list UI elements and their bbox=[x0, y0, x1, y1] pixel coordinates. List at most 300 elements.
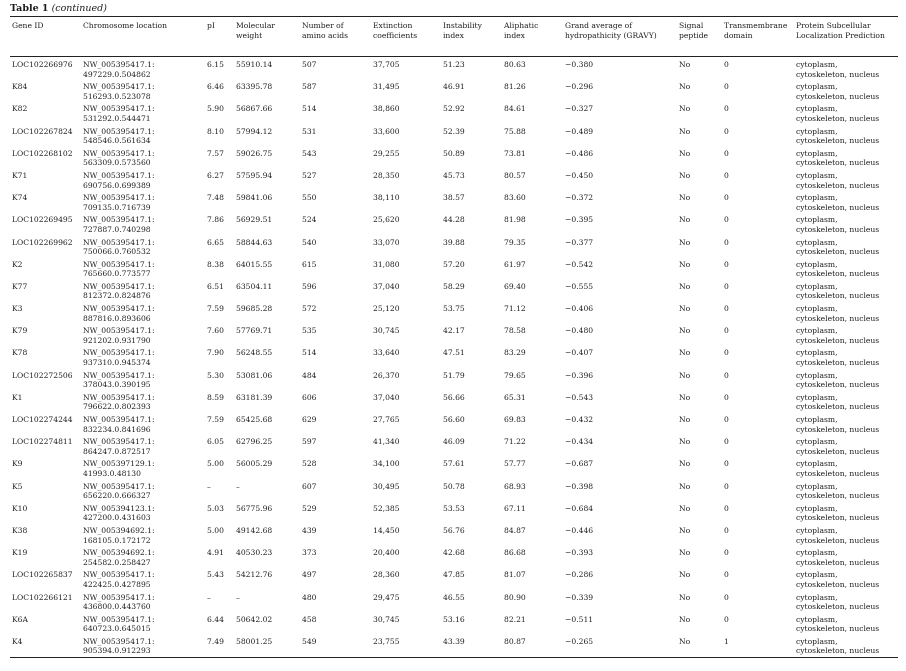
aliphatic-index-cell-text: 73.81 bbox=[504, 148, 526, 158]
transmembrane-domain-cell-text: 0 bbox=[724, 104, 729, 114]
amino-acids-cell-text: 507 bbox=[302, 60, 317, 69]
gravy-cell-text: −0.339 bbox=[565, 592, 594, 602]
instability-index-cell-text: 51.23 bbox=[443, 60, 465, 69]
extinction-coefficient-cell-text: 33,600 bbox=[373, 126, 400, 136]
transmembrane-domain-cell bbox=[722, 146, 794, 168]
gene-id-cell-text: K82 bbox=[12, 104, 28, 114]
gene-id-cell bbox=[10, 212, 81, 234]
pi-cell-text: 7.48 bbox=[207, 193, 224, 203]
transmembrane-domain-cell-text: 0 bbox=[724, 614, 729, 624]
localization-cell bbox=[794, 57, 898, 80]
instability-index-cell bbox=[441, 567, 502, 589]
molecular-weight-cell bbox=[234, 368, 300, 390]
extinction-coefficient-cell bbox=[371, 212, 441, 234]
transmembrane-domain-cell bbox=[722, 235, 794, 257]
localization-cell-text: cytoplasm, bbox=[796, 592, 838, 602]
extinction-coefficient-cell-text: 26,370 bbox=[373, 370, 400, 380]
chromosome-location-cell-text: 905394.0.912293 bbox=[83, 646, 151, 656]
gene-id-cell-text: K84 bbox=[12, 82, 28, 92]
gene-id-cell bbox=[10, 345, 81, 367]
gene-id-cell-text: K6A bbox=[12, 614, 28, 624]
chromosome-location-cell-text: 864247.0.872517 bbox=[83, 446, 151, 456]
localization-cell-text: cytoskeleton, nucleus bbox=[796, 180, 880, 190]
transmembrane-domain-cell-text: 0 bbox=[724, 437, 729, 447]
chromosome-location-cell bbox=[81, 545, 205, 567]
pi-cell bbox=[205, 146, 234, 168]
aliphatic-index-cell bbox=[502, 545, 563, 567]
pi-cell-text: 5.00 bbox=[207, 525, 224, 535]
localization-cell-text: cytoplasm, bbox=[796, 370, 838, 380]
signal-peptide-cell bbox=[677, 101, 722, 123]
extinction-coefficient-cell-text: 20,400 bbox=[373, 548, 400, 558]
aliphatic-index-cell bbox=[502, 434, 563, 456]
molecular-weight-cell bbox=[234, 390, 300, 412]
transmembrane-domain-cell bbox=[722, 567, 794, 589]
gravy-cell-text: −0.684 bbox=[565, 503, 594, 513]
amino-acids-cell-text: 458 bbox=[302, 614, 317, 624]
chromosome-location-cell-text: NW_005395417.1: bbox=[83, 193, 155, 203]
localization-cell-text: cytoplasm, bbox=[796, 503, 838, 513]
instability-index-cell-text: 50.89 bbox=[443, 148, 465, 158]
localization-cell-text: cytoplasm, bbox=[796, 459, 838, 469]
molecular-weight-cell-text: 59841.06 bbox=[236, 193, 273, 203]
localization-cell-text: cytoskeleton, nucleus bbox=[796, 579, 880, 589]
amino-acids-cell-text: 615 bbox=[302, 259, 317, 269]
localization-cell bbox=[794, 301, 898, 323]
chromosome-location-cell-text: NW_005395417.1: bbox=[83, 215, 155, 225]
aliphatic-index-cell bbox=[502, 101, 563, 123]
molecular-weight-cell bbox=[234, 523, 300, 545]
signal-peptide-cell-text: No bbox=[679, 170, 691, 180]
chromosome-location-cell bbox=[81, 523, 205, 545]
signal-peptide-cell bbox=[677, 590, 722, 612]
molecular-weight-cell bbox=[234, 456, 300, 478]
aliphatic-index-cell-text: 79.65 bbox=[504, 370, 526, 380]
aliphatic-index-cell-text: 80.87 bbox=[504, 636, 526, 646]
amino-acids-cell-text: 524 bbox=[302, 215, 317, 225]
molecular-weight-cell bbox=[234, 168, 300, 190]
gravy-cell bbox=[563, 168, 677, 190]
gene-id-cell bbox=[10, 456, 81, 478]
extinction-coefficient-cell bbox=[371, 368, 441, 390]
molecular-weight-cell bbox=[234, 412, 300, 434]
column-header: Transmembrane domain bbox=[722, 17, 794, 57]
instability-index-cell bbox=[441, 390, 502, 412]
instability-index-cell bbox=[441, 257, 502, 279]
localization-cell-text: cytoplasm, bbox=[796, 548, 838, 558]
localization-cell-text: cytoplasm, bbox=[796, 215, 838, 225]
pi-cell bbox=[205, 301, 234, 323]
gene-id-cell bbox=[10, 257, 81, 279]
aliphatic-index-cell-text: 71.22 bbox=[504, 437, 526, 447]
gene-id-cell-text: LOC102274811 bbox=[12, 437, 73, 447]
instability-index-cell bbox=[441, 368, 502, 390]
table-row bbox=[10, 301, 898, 323]
gravy-cell bbox=[563, 567, 677, 589]
aliphatic-index-cell bbox=[502, 301, 563, 323]
gene-id-cell-text: K2 bbox=[12, 259, 23, 269]
signal-peptide-cell bbox=[677, 612, 722, 634]
chromosome-location-cell-text: NW_005395417.1: bbox=[83, 304, 155, 314]
gravy-cell-text: −0.489 bbox=[565, 126, 594, 136]
pi-cell bbox=[205, 168, 234, 190]
extinction-coefficient-cell-text: 38,110 bbox=[373, 193, 400, 203]
extinction-coefficient-cell bbox=[371, 412, 441, 434]
gravy-cell-text: −0.511 bbox=[565, 614, 594, 624]
pi-cell bbox=[205, 567, 234, 589]
transmembrane-domain-cell bbox=[722, 501, 794, 523]
extinction-coefficient-cell-text: 25,620 bbox=[373, 215, 400, 225]
aliphatic-index-cell bbox=[502, 390, 563, 412]
instability-index-cell bbox=[441, 79, 502, 101]
instability-index-cell bbox=[441, 412, 502, 434]
aliphatic-index-cell bbox=[502, 479, 563, 501]
molecular-weight-cell bbox=[234, 279, 300, 301]
gene-id-cell-text: LOC102266121 bbox=[12, 592, 73, 602]
gene-id-cell-text: LOC102269962 bbox=[12, 237, 73, 247]
gene-id-cell-text: K5 bbox=[12, 481, 23, 491]
gravy-cell-text: −0.286 bbox=[565, 570, 594, 580]
gravy-cell-text: −0.486 bbox=[565, 148, 594, 158]
pi-cell-text: 8.38 bbox=[207, 259, 224, 269]
signal-peptide-cell bbox=[677, 257, 722, 279]
gravy-cell bbox=[563, 212, 677, 234]
aliphatic-index-cell bbox=[502, 168, 563, 190]
instability-index-cell-text: 56.76 bbox=[443, 525, 465, 535]
transmembrane-domain-cell-text: 0 bbox=[724, 326, 729, 336]
signal-peptide-cell bbox=[677, 212, 722, 234]
transmembrane-domain-cell bbox=[722, 434, 794, 456]
localization-cell bbox=[794, 501, 898, 523]
pi-cell bbox=[205, 79, 234, 101]
molecular-weight-cell bbox=[234, 257, 300, 279]
molecular-weight-cell-text: 57595.94 bbox=[236, 170, 273, 180]
gravy-cell bbox=[563, 146, 677, 168]
localization-cell-text: cytoplasm, bbox=[796, 170, 838, 180]
table-row bbox=[10, 345, 898, 367]
gene-id-cell bbox=[10, 235, 81, 257]
extinction-coefficient-cell-text: 28,350 bbox=[373, 170, 400, 180]
column-header: Extinction coefficients bbox=[371, 17, 441, 57]
transmembrane-domain-cell bbox=[722, 345, 794, 367]
amino-acids-cell bbox=[300, 79, 371, 101]
chromosome-location-cell-text: 422425.0.427895 bbox=[83, 579, 151, 589]
pi-cell bbox=[205, 57, 234, 80]
gene-id-cell bbox=[10, 523, 81, 545]
table-row bbox=[10, 212, 898, 234]
gene-id-cell-text: K19 bbox=[12, 548, 28, 558]
pi-cell bbox=[205, 190, 234, 212]
header-row bbox=[10, 17, 898, 57]
signal-peptide-cell bbox=[677, 412, 722, 434]
molecular-weight-cell-text: 56775.96 bbox=[236, 503, 273, 513]
transmembrane-domain-cell bbox=[722, 279, 794, 301]
chromosome-location-cell-text: NW_005395417.1: bbox=[83, 104, 155, 114]
amino-acids-cell bbox=[300, 567, 371, 589]
extinction-coefficient-cell bbox=[371, 301, 441, 323]
amino-acids-cell bbox=[300, 323, 371, 345]
amino-acids-cell-text: 596 bbox=[302, 281, 317, 291]
localization-cell-text: cytoplasm, bbox=[796, 304, 838, 314]
table-row bbox=[10, 323, 898, 345]
transmembrane-domain-cell-text: 0 bbox=[724, 215, 729, 225]
localization-cell-text: cytoplasm, bbox=[796, 237, 838, 247]
signal-peptide-cell-text: No bbox=[679, 392, 691, 402]
table-row bbox=[10, 101, 898, 123]
instability-index-cell-text: 58.29 bbox=[443, 281, 465, 291]
instability-index-cell-text: 52.92 bbox=[443, 104, 465, 114]
signal-peptide-cell-text: No bbox=[679, 570, 691, 580]
localization-cell-text: cytoskeleton, nucleus bbox=[796, 158, 880, 168]
extinction-coefficient-cell-text: 29,475 bbox=[373, 592, 400, 602]
aliphatic-index-cell-text: 82.21 bbox=[504, 614, 526, 624]
gravy-cell bbox=[563, 390, 677, 412]
molecular-weight-cell-text: 57769.71 bbox=[236, 326, 273, 336]
gene-id-cell bbox=[10, 434, 81, 456]
localization-cell-text: cytoskeleton, nucleus bbox=[796, 646, 880, 656]
pi-cell bbox=[205, 434, 234, 456]
aliphatic-index-cell-text: 86.68 bbox=[504, 548, 526, 558]
gravy-cell-text: −0.432 bbox=[565, 415, 594, 424]
localization-cell-text: cytoplasm, bbox=[796, 481, 838, 491]
signal-peptide-cell bbox=[677, 124, 722, 146]
aliphatic-index-cell-text: 81.98 bbox=[504, 215, 526, 225]
column-header: Instability index bbox=[441, 17, 502, 57]
aliphatic-index-cell bbox=[502, 501, 563, 523]
pi-cell-text: 5.90 bbox=[207, 104, 224, 114]
gene-id-cell-text: K9 bbox=[12, 459, 23, 469]
signal-peptide-cell-text: No bbox=[679, 126, 691, 136]
extinction-coefficient-cell-text: 33,640 bbox=[373, 348, 400, 358]
localization-cell-text: cytoplasm, bbox=[796, 104, 838, 114]
pi-cell bbox=[205, 235, 234, 257]
chromosome-location-cell-text: 656220.0.666327 bbox=[83, 491, 151, 501]
amino-acids-cell-text: 607 bbox=[302, 481, 317, 491]
transmembrane-domain-cell bbox=[722, 612, 794, 634]
pi-cell bbox=[205, 456, 234, 478]
aliphatic-index-cell-text: 80.63 bbox=[504, 60, 526, 69]
aliphatic-index-cell-text: 69.83 bbox=[504, 415, 526, 424]
signal-peptide-cell-text: No bbox=[679, 503, 691, 513]
transmembrane-domain-cell bbox=[722, 456, 794, 478]
gravy-cell-text: −0.327 bbox=[565, 104, 594, 114]
extinction-coefficient-cell bbox=[371, 456, 441, 478]
column-header: pI bbox=[205, 17, 234, 57]
molecular-weight-cell-text: 54212.76 bbox=[236, 570, 273, 580]
gene-id-cell-text: K1 bbox=[12, 392, 23, 402]
transmembrane-domain-cell-text: 0 bbox=[724, 525, 729, 535]
aliphatic-index-cell-text: 61.97 bbox=[504, 259, 526, 269]
localization-cell bbox=[794, 434, 898, 456]
localization-cell-text: cytoplasm, bbox=[796, 348, 838, 358]
gravy-cell bbox=[563, 79, 677, 101]
chromosome-location-cell-text: NW_005395417.1: bbox=[83, 636, 155, 646]
localization-cell-text: cytoskeleton, nucleus bbox=[796, 602, 880, 612]
localization-cell-text: cytoskeleton, nucleus bbox=[796, 113, 880, 123]
aliphatic-index-cell-text: 83.60 bbox=[504, 193, 526, 203]
amino-acids-cell-text: 531 bbox=[302, 126, 317, 136]
pi-cell bbox=[205, 212, 234, 234]
gene-id-cell bbox=[10, 190, 81, 212]
instability-index-cell bbox=[441, 168, 502, 190]
table-caption-label: Table 1 bbox=[10, 3, 49, 14]
table-row bbox=[10, 57, 898, 80]
aliphatic-index-cell-text: 81.26 bbox=[504, 82, 526, 92]
aliphatic-index-cell bbox=[502, 235, 563, 257]
transmembrane-domain-cell-text: 0 bbox=[724, 304, 729, 314]
aliphatic-index-cell bbox=[502, 590, 563, 612]
chromosome-location-cell bbox=[81, 235, 205, 257]
signal-peptide-cell bbox=[677, 168, 722, 190]
pi-cell-text: 7.57 bbox=[207, 148, 224, 158]
amino-acids-cell-text: 514 bbox=[302, 348, 317, 358]
transmembrane-domain-cell-text: 0 bbox=[724, 481, 729, 491]
amino-acids-cell bbox=[300, 235, 371, 257]
gene-id-cell-text: K74 bbox=[12, 193, 28, 203]
aliphatic-index-cell-text: 79.35 bbox=[504, 237, 526, 247]
extinction-coefficient-cell bbox=[371, 57, 441, 80]
gene-id-cell bbox=[10, 612, 81, 634]
transmembrane-domain-cell-text: 1 bbox=[724, 636, 729, 646]
molecular-weight-cell-text: 64015.55 bbox=[236, 259, 273, 269]
signal-peptide-cell bbox=[677, 545, 722, 567]
aliphatic-index-cell bbox=[502, 323, 563, 345]
molecular-weight-cell bbox=[234, 235, 300, 257]
gravy-cell bbox=[563, 523, 677, 545]
amino-acids-cell-text: 528 bbox=[302, 459, 317, 469]
aliphatic-index-cell bbox=[502, 456, 563, 478]
molecular-weight-cell bbox=[234, 323, 300, 345]
localization-cell-text: cytoskeleton, nucleus bbox=[796, 313, 880, 323]
extinction-coefficient-cell bbox=[371, 612, 441, 634]
gene-id-cell bbox=[10, 368, 81, 390]
pi-cell-text: 7.86 bbox=[207, 215, 224, 225]
amino-acids-cell bbox=[300, 168, 371, 190]
aliphatic-index-cell-text: 80.90 bbox=[504, 592, 526, 602]
chromosome-location-cell-text: 516293.0.523078 bbox=[83, 91, 151, 101]
instability-index-cell bbox=[441, 57, 502, 80]
aliphatic-index-cell bbox=[502, 79, 563, 101]
gravy-cell-text: −0.393 bbox=[565, 548, 594, 558]
gene-id-cell bbox=[10, 567, 81, 589]
localization-cell bbox=[794, 412, 898, 434]
chromosome-location-cell-text: 640723.0.645015 bbox=[83, 624, 151, 634]
extinction-coefficient-cell-text: 37,705 bbox=[373, 60, 400, 69]
signal-peptide-cell-text: No bbox=[679, 437, 691, 447]
transmembrane-domain-cell-text: 0 bbox=[724, 503, 729, 513]
gene-id-cell bbox=[10, 501, 81, 523]
chromosome-location-cell bbox=[81, 412, 205, 434]
instability-index-cell bbox=[441, 434, 502, 456]
extinction-coefficient-cell-text: 37,040 bbox=[373, 281, 400, 291]
chromosome-location-cell bbox=[81, 57, 205, 80]
pi-cell-text: 8.10 bbox=[207, 126, 224, 136]
table-row bbox=[10, 146, 898, 168]
aliphatic-index-cell-text: 83.29 bbox=[504, 348, 526, 358]
localization-cell bbox=[794, 279, 898, 301]
localization-cell bbox=[794, 323, 898, 345]
column-header: Gene ID bbox=[10, 17, 81, 57]
gravy-cell-text: −0.380 bbox=[565, 60, 594, 69]
gene-id-cell-text: K77 bbox=[12, 281, 28, 291]
instability-index-cell-text: 39.88 bbox=[443, 237, 465, 247]
gene-id-cell-text: LOC102267824 bbox=[12, 126, 73, 136]
instability-index-cell-text: 42.68 bbox=[443, 548, 465, 558]
localization-cell-text: cytoskeleton, nucleus bbox=[796, 291, 880, 301]
pi-cell-text: 5.03 bbox=[207, 503, 224, 513]
molecular-weight-cell-text: 58844.63 bbox=[236, 237, 273, 247]
signal-peptide-cell bbox=[677, 634, 722, 658]
transmembrane-domain-cell-text: 0 bbox=[724, 148, 729, 158]
localization-cell bbox=[794, 168, 898, 190]
gravy-cell bbox=[563, 434, 677, 456]
extinction-coefficient-cell-text: 23,755 bbox=[373, 636, 400, 646]
signal-peptide-cell-text: No bbox=[679, 326, 691, 336]
signal-peptide-cell-text: No bbox=[679, 237, 691, 247]
aliphatic-index-cell-text: 65.31 bbox=[504, 392, 526, 402]
instability-index-cell-text: 57.20 bbox=[443, 259, 465, 269]
extinction-coefficient-cell bbox=[371, 101, 441, 123]
instability-index-cell bbox=[441, 479, 502, 501]
table-row bbox=[10, 257, 898, 279]
localization-cell bbox=[794, 612, 898, 634]
transmembrane-domain-cell bbox=[722, 101, 794, 123]
transmembrane-domain-cell-text: 0 bbox=[724, 370, 729, 380]
molecular-weight-cell-text: 50642.02 bbox=[236, 614, 273, 624]
signal-peptide-cell bbox=[677, 57, 722, 80]
aliphatic-index-cell bbox=[502, 57, 563, 80]
chromosome-location-cell-text: 937310.0.945374 bbox=[83, 358, 151, 368]
aliphatic-index-cell bbox=[502, 345, 563, 367]
localization-cell-text: cytoskeleton, nucleus bbox=[796, 380, 880, 390]
molecular-weight-cell-text: 65425.68 bbox=[236, 415, 273, 424]
transmembrane-domain-cell-text: 0 bbox=[724, 548, 729, 558]
pi-cell bbox=[205, 124, 234, 146]
gene-id-cell-text: K78 bbox=[12, 348, 28, 358]
instability-index-cell bbox=[441, 279, 502, 301]
amino-acids-cell-text: 529 bbox=[302, 503, 317, 513]
amino-acids-cell bbox=[300, 101, 371, 123]
gene-id-cell bbox=[10, 479, 81, 501]
chromosome-location-cell-text: NW_005395417.1: bbox=[83, 148, 155, 158]
instability-index-cell bbox=[441, 323, 502, 345]
instability-index-cell bbox=[441, 345, 502, 367]
instability-index-cell-text: 43.39 bbox=[443, 636, 465, 646]
chromosome-location-cell bbox=[81, 456, 205, 478]
molecular-weight-cell bbox=[234, 345, 300, 367]
table-caption bbox=[10, 3, 107, 14]
gene-id-cell-text: LOC102272506 bbox=[12, 370, 73, 380]
amino-acids-cell bbox=[300, 412, 371, 434]
signal-peptide-cell bbox=[677, 190, 722, 212]
localization-cell-text: cytoskeleton, nucleus bbox=[796, 468, 880, 478]
signal-peptide-cell-text: No bbox=[679, 259, 691, 269]
localization-cell-text: cytoskeleton, nucleus bbox=[796, 535, 880, 545]
instability-index-cell-text: 56.66 bbox=[443, 392, 465, 402]
extinction-coefficient-cell-text: 31,080 bbox=[373, 259, 400, 269]
molecular-weight-cell bbox=[234, 567, 300, 589]
signal-peptide-cell-text: No bbox=[679, 592, 691, 602]
aliphatic-index-cell-text: 80.57 bbox=[504, 170, 526, 180]
pi-cell-text: 6.44 bbox=[207, 614, 224, 624]
gene-id-cell-text: K3 bbox=[12, 304, 23, 314]
extinction-coefficient-cell-text: 30,495 bbox=[373, 481, 400, 491]
instability-index-cell bbox=[441, 146, 502, 168]
table-row bbox=[10, 567, 898, 589]
molecular-weight-cell bbox=[234, 212, 300, 234]
localization-cell-text: cytoplasm, bbox=[796, 259, 838, 269]
instability-index-cell bbox=[441, 523, 502, 545]
